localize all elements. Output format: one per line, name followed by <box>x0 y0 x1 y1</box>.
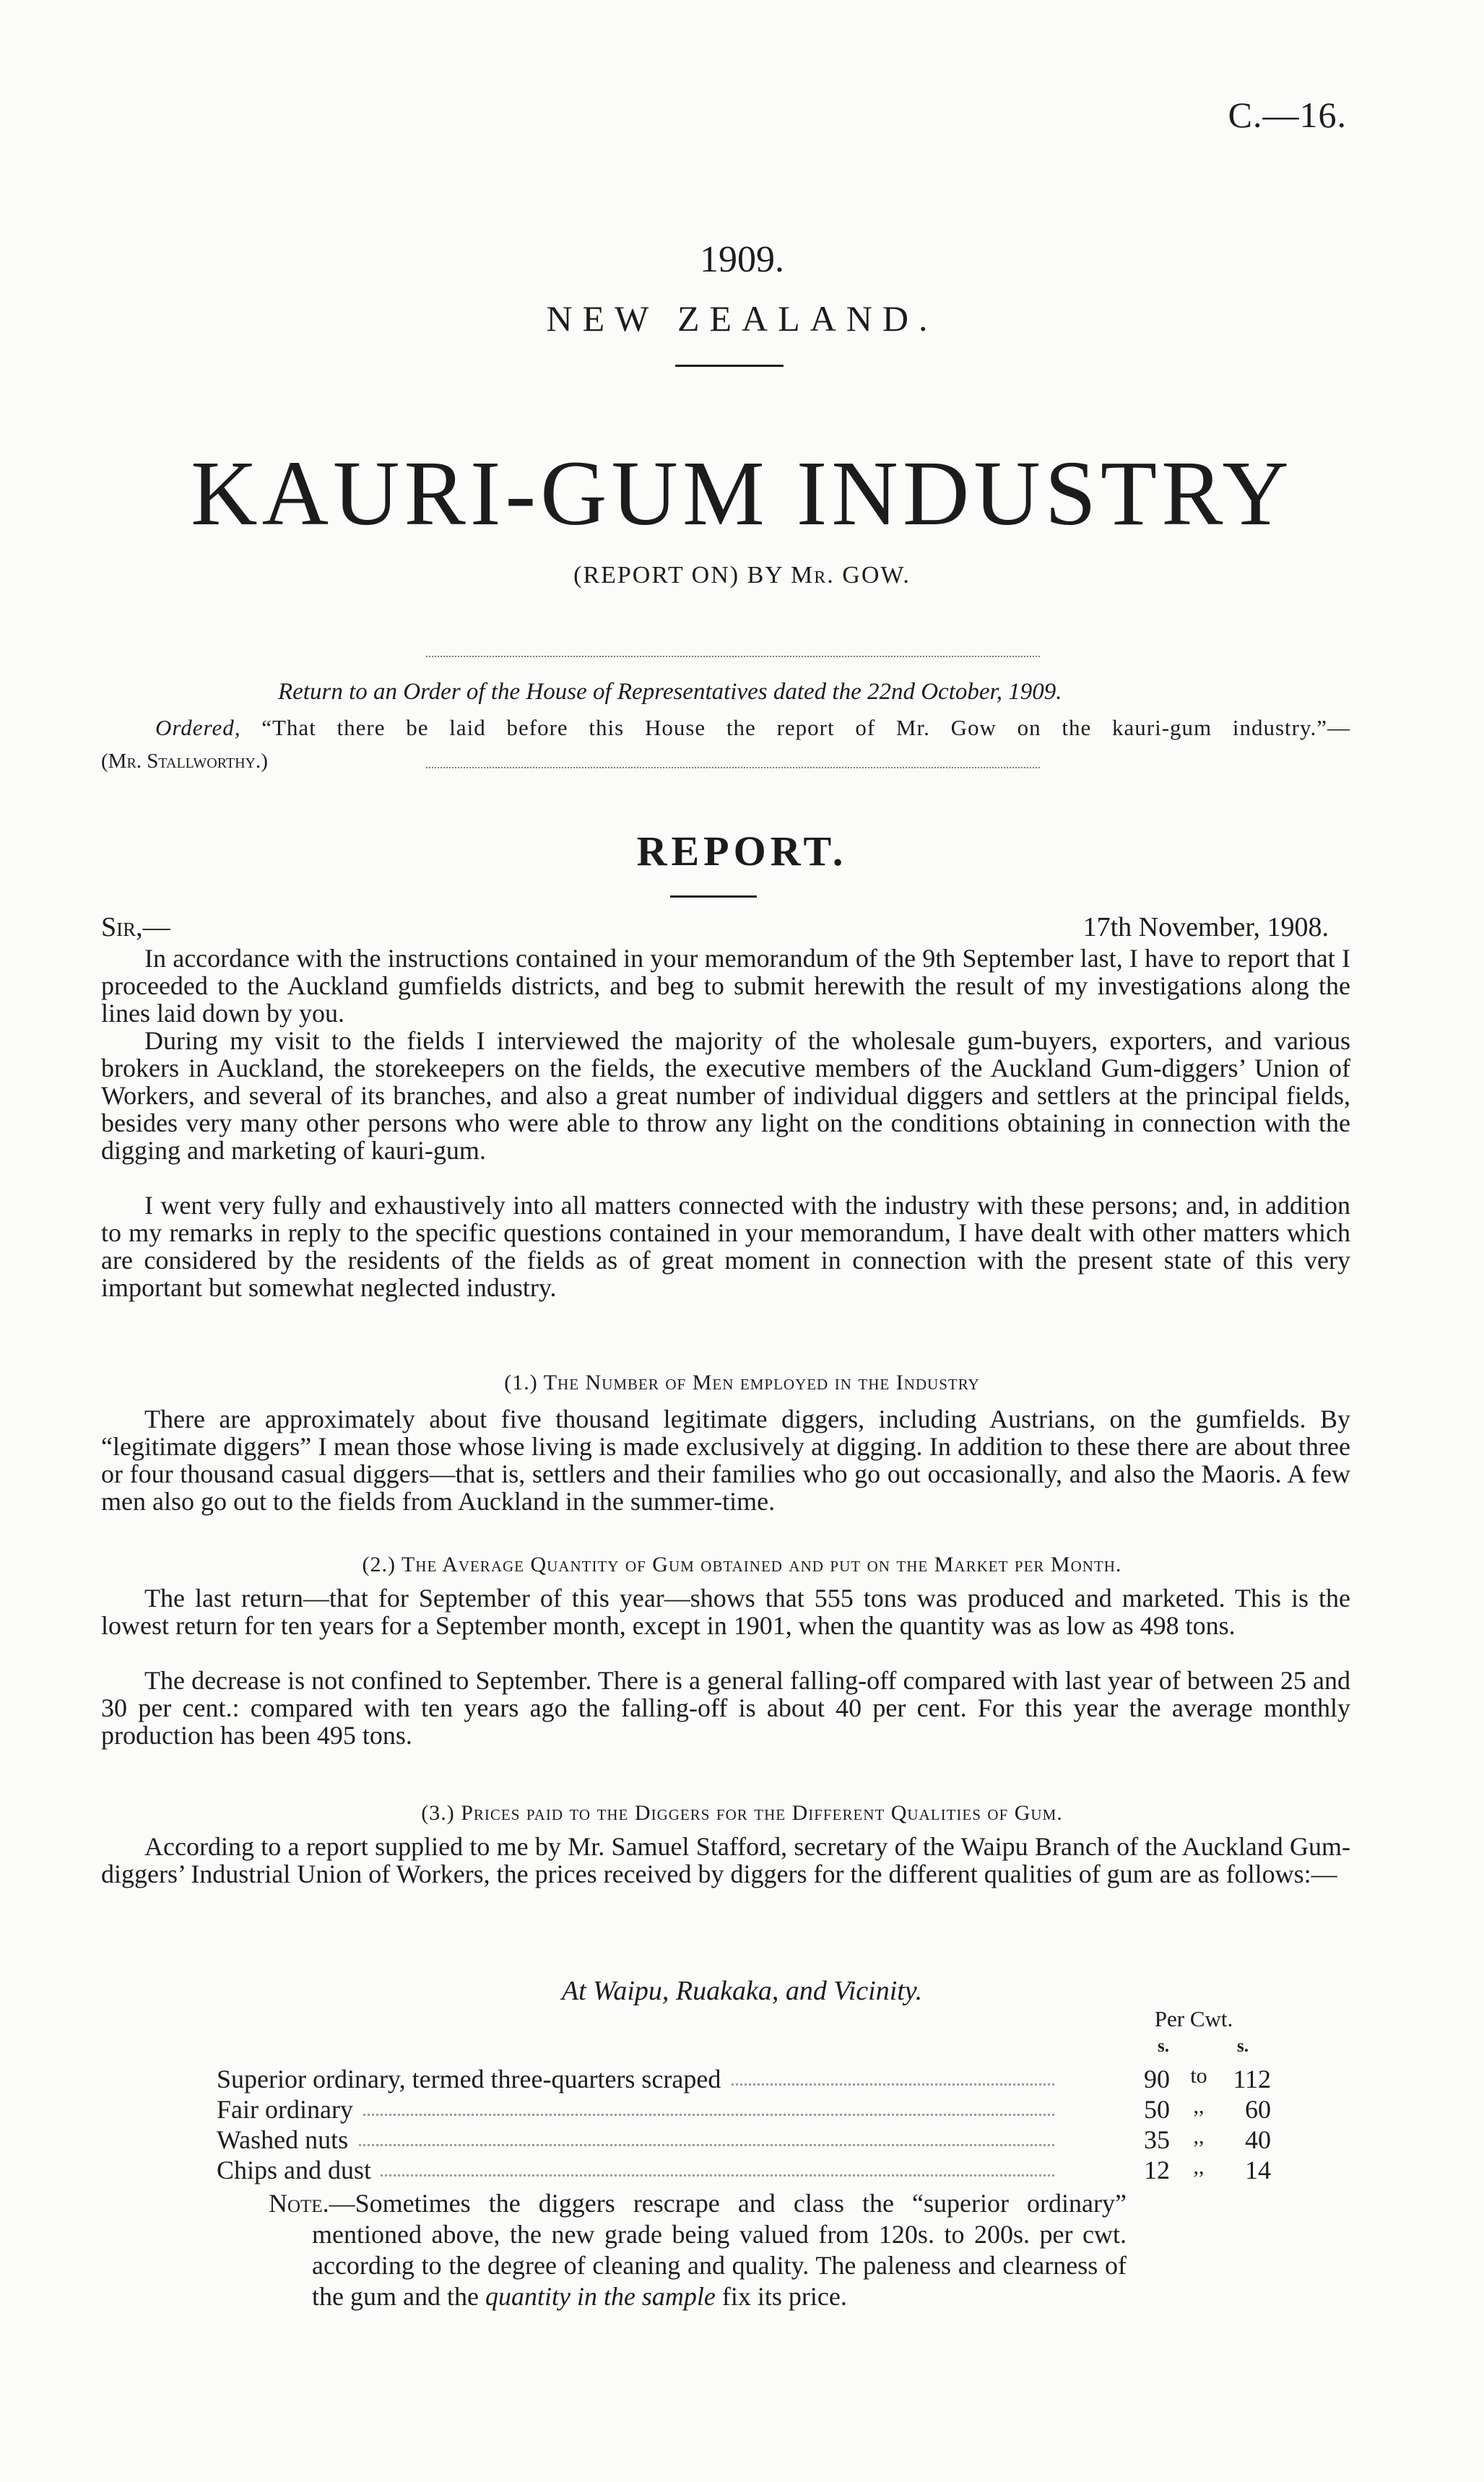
report-heading: REPORT. <box>636 828 848 875</box>
gum-grade: Superior ordinary, termed three-quarters scraped <box>217 2064 729 2094</box>
document-subtitle <box>0 562 1484 589</box>
publication-year: 1909. <box>700 239 784 280</box>
note-label: Note. <box>269 2189 329 2218</box>
gum-grade: Chips and dust <box>217 2155 380 2185</box>
paragraph: According to a report supplied to me by Mr. Samuel Stafford, secretary of the Waipu Branch of the Auckland Gum-diggers’ Industrial Union of Workers, the prices received by diggers for the different qualities of gum are as follows:— <box>101 1832 1350 1888</box>
divider-rule <box>675 365 784 367</box>
ordered-text: “That there be laid before this House the report of Mr. Gow on the kauri-gum industry.”— <box>240 715 1350 740</box>
section-heading: (3.) Prices paid to the Diggers for the Different Qualities of Gum. <box>421 1801 1063 1825</box>
price-row <box>217 2064 1271 2094</box>
dotted-divider <box>426 767 1040 768</box>
mover-name: (Mr. Stallworthy.) <box>101 750 268 773</box>
gum-grade: Fair ordinary <box>217 2094 362 2125</box>
price-row <box>217 2155 1271 2185</box>
price-high: 60 <box>1245 2095 1271 2124</box>
paragraph: The last return—that for September of this year—shows that 555 tons was produced and marketed. This is the lowest return for ten years for a September month, except in 1901, when the quantity was as low as 498 tons. <box>101 1584 1350 1640</box>
note-emphasis: quantity in the sample <box>485 2282 716 2311</box>
unit-to: s. <box>1237 2036 1249 2056</box>
gum-grade: Washed nuts <box>217 2125 357 2155</box>
price-table-location: At Waipu, Ruakaka, and Vicinity. <box>561 1976 923 2006</box>
divider-rule <box>670 895 757 898</box>
price-low: 50 <box>1144 2095 1170 2124</box>
dotted-divider <box>426 656 1040 657</box>
country-heading: NEW ZEALAND. <box>546 298 938 339</box>
section-heading: (1.) The Number of Men employed in the Industry <box>504 1371 980 1394</box>
price-note <box>269 2188 1127 2312</box>
salutation: Sir,— <box>101 912 170 942</box>
subtitle-author: Mr. GOW. <box>791 562 911 589</box>
price-high: 112 <box>1233 2065 1271 2093</box>
section-heading: (2.) The Average Quantity of Gum obtained and put on the Market per Month. <box>362 1553 1122 1576</box>
document-title: KAURI-GUM INDUSTRY <box>191 442 1293 544</box>
report-date: 17th November, 1908. <box>1082 912 1329 942</box>
paragraph: There are approximately about five thousand legitimate diggers, including Austrians, on the gumfields. By “legitimate diggers” I mean those whose living is made exclusively at digging. In addition to these there are about three or four thousand casual diggers—that is, settlers and their families who go out occasionally, and also the Maoris. A few men also go out to the fields from Auckland in the summer-time. <box>101 1405 1350 1516</box>
price-row <box>217 2125 1271 2155</box>
subtitle-prefix: (REPORT ON) BY <box>573 562 791 589</box>
paragraph: In accordance with the instructions contained in your memorandum of the 9th September last, I have to report that I proceeded to the Auckland gumfields districts, and beg to submit herewith the result of my investigations along the lines laid down by you. <box>101 944 1350 1028</box>
paragraph: During my visit to the fields I interviewed the majority of the wholesale gum-buyers, exporters, and various brokers in Auckland, the storekeepers on the fields, the executive members of the Auckland Gum-diggers’ Union of Workers, and several of its branches, and also a great number of individual diggers and settlers at the principal fields, besides very many other persons who were able to throw any light on the conditions obtaining in connection with the digging and marketing of kauri-gum. <box>101 1026 1350 1165</box>
return-order-line: Return to an Order of the House of Representatives dated the 22nd October, 1909. <box>278 679 1062 705</box>
price-low: 35 <box>1144 2125 1170 2154</box>
ordered-statement <box>155 715 1350 741</box>
note-text: —Sometimes the diggers rescrape and class the “superior ordinary” mentioned above, the new grade being valued from 120s. to 200s. per cwt. according to the degree of cleaning and quality. The paleness and clearness of the gum and the <box>312 2189 1127 2311</box>
paragraph: I went very fully and exhaustively into all matters connected with the industry with these persons; and, in addition to my remarks in reply to the specific questions contained in your memorandum, I have dealt with other matters which are considered by the residents of the fields as of great moment in connection with the present state of this very important but somewhat neglected industry. <box>101 1191 1350 1302</box>
price-separator: ,, <box>1193 2125 1205 2148</box>
price-low: 12 <box>1144 2156 1170 2184</box>
price-high: 14 <box>1245 2156 1271 2184</box>
price-low: 90 <box>1144 2065 1170 2093</box>
paragraph: The decrease is not confined to September. There is a general falling-off compared with last year of between 25 and 30 per cent.: compared with ten years ago the falling-off is about 40 per cent. For this year the average monthly production has been 495 tons. <box>101 1666 1350 1750</box>
price-row <box>217 2094 1271 2125</box>
unit-from: s. <box>1158 2036 1169 2056</box>
document-reference: C.—16. <box>1228 95 1347 135</box>
price-high: 40 <box>1245 2125 1271 2154</box>
note-text-end: fix its price. <box>715 2282 847 2311</box>
price-separator: to <box>1190 2064 1207 2088</box>
price-separator: ,, <box>1193 2094 1205 2118</box>
price-separator: ,, <box>1193 2155 1205 2179</box>
ordered-label: Ordered, <box>155 715 241 740</box>
unit-header: Per Cwt. <box>1154 2006 1233 2031</box>
